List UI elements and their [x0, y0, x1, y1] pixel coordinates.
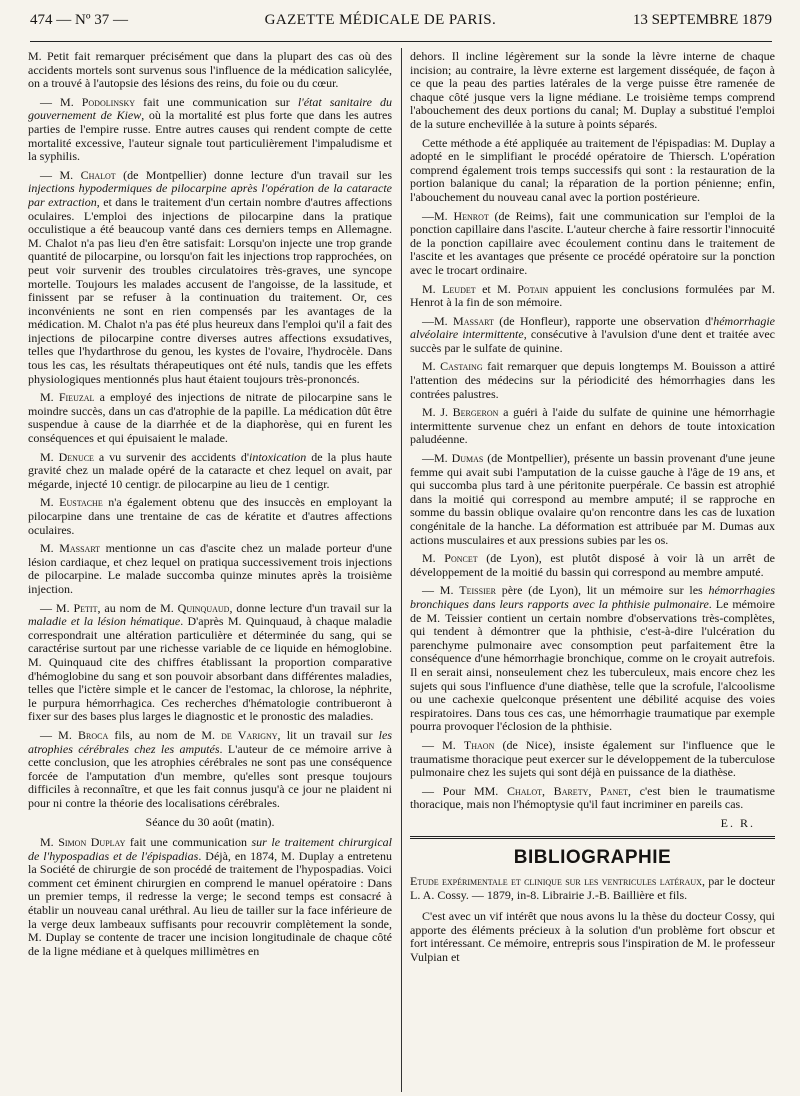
paragraph: M. Leudet et M. Potain appuient les conclusions formulées par M. Henrot à la fin de son mémoire.	[410, 281, 775, 310]
paragraph: — M. Petit, au nom de M. Quinquaud, donne lecture d'un travail sur la maladie et la lésion hématique. D'après M. Quinquaud, à chaque maladie correspondrait une altération particulière et déterminée du sang, qui se caractérise surtout par une richesse variable de ce liquide en hémoglobine. M. Quinquaud cite des chiffres établissant la proportion comparative d'hémoglobine du sang et son pouvoir absorbant dans différentes maladies, telles que l'ictère simple et le cancer de l'estomac, la chlorose, la néphrite, le purpura hémorrhagica. Ces recherches d'hématologie contribueront à fixer sur des bases plus larges le diagnostic et le pronostic des maladies.	[28, 600, 392, 724]
author-name: Chalot, Barety, Panet	[506, 783, 628, 798]
left-column	[28, 50, 392, 1090]
paragraph: — Pour MM. Chalot, Barety, Panet, c'est bien le traumatisme thoracique, mais non l'hémoptysie qu'il faut incriminer en pareils cas.	[410, 783, 775, 812]
paragraph: Cette méthode a été appliquée au traitement de l'épispadias: M. Duplay a adopté en le simplifiant le procédé opératoire de Thiersch. L'opération comprend également trois temps successifs qui sont : la restauration de la portion balanique du canal; la réparation de la portion pénienne; enfin, l'abouchement du nouveau canal avec la portion postérieure.	[410, 135, 775, 204]
author-name: Leudet	[442, 281, 476, 296]
author-name: Fieuzal	[58, 390, 95, 405]
article-title: maladie et la lésion hématique	[28, 614, 181, 629]
article-title: hémorrhagie alvéolaire intermittente	[410, 313, 775, 342]
session-heading: Séance du 30 août (matin).	[145, 815, 275, 830]
author-name: Denuce	[58, 449, 94, 464]
right-column	[410, 50, 775, 1090]
article-title: injections hypodermiques de pilocarpine après l'opération de la cataracte par extraction	[28, 181, 392, 209]
author-name: Broca	[77, 727, 109, 742]
author-name: Poncet	[444, 551, 478, 566]
paragraph: C'est avec un vif intérêt que nous avons lu la thèse du docteur Cossy, qui apporte des éléments précieux à la solution d'un problème fort obscur et fort intéressant. Ce mémoire, entrepris sous l'inspiration de M. le professeur Vulpian et	[410, 909, 775, 965]
author-name: Podolinsky	[81, 94, 136, 109]
author-name: Dumas	[451, 451, 484, 466]
paragraph: M. Massart mentionne un cas d'ascite chez un malade porteur d'une lésion cardiaque, et chez lequel on pratiqua successivement trois injections de pilocarpine. Le malade succomba quinze minutes après la troisième injection.	[28, 541, 392, 596]
paragraph: M. Denuce a vu survenir des accidents d'intoxication de la plus haute gravité chez un malade opéré de la cataracte et chez lequel on avait, par mégarde, injecté 10 centigr. de pilocarpine au lieu de 1 centigr.	[28, 449, 392, 491]
paragraph: — M. Broca fils, au nom de M. de Varigny, lit un travail sur les atrophies cérébrales chez les amputés. L'auteur de ce mémoire arrive à cette conclusion, que les atrophies cérébrales ne sont pas une conséquence forcée de l'amputation d'un membre, qu'elles sont presque toujours difficiles à reconnaître, et que les fait connus jusqu'à ce jour ne plaident ni pour ni contre la théorie des localisations cérébrales.	[28, 727, 392, 810]
author-name: Thaon	[463, 737, 495, 752]
paragraph: M. Simon Duplay fait une communication sur le traitement chirurgical de l'hypospadias et de l'épispadias. Déjà, en 1874, M. Duplay a entretenu la Société de chirurgie de son procédé de traitement de l'hypospadias. Voici comment cet éminent chirurgien en comprend le manuel opératoire : Dans un premier temps, il redresse la verge; le second temps est consacré à établir un nouveau canal uréthral. Au lieu de tailler sur la face inférieure de la verge deux lambeaux suffisants pour recouvrir complètement la sonde, M. Duplay se contente de tracer une incision longitudinale de chaque côté de la ligne médiane et à quelques millimètres en	[28, 835, 392, 958]
paragraph: —M. Massart (de Honfleur), rapporte une observation d'hémorrhagie alvéolaire intermittente, consécutive à l'avulsion d'une dent et traitée avec succès par le sulfate de quinine.	[410, 313, 775, 355]
author-name: Bergeron	[452, 405, 499, 420]
section-heading: BIBLIOGRAPHIE	[513, 847, 672, 869]
paragraph: dehors. Il incline légèrement sur la sonde la lèvre interne de chaque incision; au contraire, la lèvre externe est largement disséquée, de façon à ce que la peau des parties latérales de la verge puisse être ramenée de chaque côté jusque vers la ligne médiane. Le troisième temps comprend l'abouchement des deux portions du canal; M. Duplay a substitué l'emploi de la suture enchevillée à la suture à points séparés.	[410, 50, 775, 131]
article-title: l'état sanitaire du gouvernement de Kiew	[28, 94, 392, 123]
column-divider	[401, 48, 402, 1092]
paragraph: M. Fieuzal a employé des injections de nitrate de pilocarpine sans le moindre succès, dans un cas d'atrophie de la papille. La médication dût être suspendue à cause de la diarrhée et de la diaphorèse, qui en furent les conséquences et qui épuisaient le malade.	[28, 390, 392, 446]
author-name: Teissier	[459, 583, 496, 598]
article-title: sur le traitement chirurgical de l'hypospadias et de l'épispadias	[28, 835, 392, 863]
paragraph: M. Castaing fait remarquer que depuis longtemps M. Bouisson a attiré l'attention des médecins sur la périodicité des hémorrhagies dans les contrées palustres.	[410, 359, 775, 401]
article-title: les atrophies cérébrales chez les amputés	[28, 727, 392, 756]
journal-title: GAZETTE MÉDICALE DE PARIS.	[264, 12, 497, 28]
author-name: Castaing	[440, 359, 483, 374]
paragraph: —M. Dumas (de Montpellier), présente un bassin provenant d'une jeune femme qui avait subi l'amputation de la cuisse gauche à l'âge de 19 ans, et qui succomba plus tard à une péritonite puerpérale. Ce bassin est atrophié dans la moitié qui correspond au membre amputé; il se rapproche en somme du bassin oblique ovalaire qu'on rencontre dans les cas de luxation congénitale de la hanche. La déformation est attribuée par M. Dumas aux actions musculaires et aux pressions subies par les os.	[410, 451, 775, 547]
paragraph: —M. Henrot (de Reims), fait une communication sur l'emploi de la ponction capillaire dans l'ascite. L'auteur cherche à faire ressortir l'innocuité de la ponction capillaire avec écoulement continu dans le traitement de l'ascite et les avantages que présente ce procédé opératoire sur la ponction avec le trocart ordinaire.	[410, 208, 775, 277]
section-rule	[410, 836, 775, 839]
paragraph: M. Eustache n'a également obtenu que des insuccès en employant la pilocarpine dans une trentaine de cas de kératite et d'autres affections oculaires.	[28, 495, 392, 537]
paragraph: — M. Chalot (de Montpellier) donne lecture d'un travail sur les injections hypodermiques de pilocarpine après l'opération de la cataracte par extraction, et dans le traitement d'un certain nombre d'autres affections oculaires. L'emploi des injections de pilocarpine dans la pratique occulistique a été beaucoup vanté dans ces derniers temps en Allemagne. M. Chalot n'a pas lieu d'en être satisfait: Lorsqu'on injecte une trop grande quantité de pilocarpine, ou lorsqu'on fait les injections trop rapprochées, on peut voir survenir des troubles circulatoires très-graves, une syncope mortelle. Toujours les malades accusent de l'angoisse, de la lassitude, et finissent par se refuser à la continuation du traitement. Or, ces inconvénients ne sont en rien compensés par les avantages de la médication. M. Chalot n'a pas été plus heureux dans l'emploi qu'il a fait des injections de pilocarpine contre diverses autres affections exsudatives, telles que l'hydarthrose du genou, les kystes de l'ovaire, l'hydrocèle. Dans tous les cas, les résultats thérapeutiques ont été nuls, tandis que les effets physiologiques mentionnés plus haut étaient toujours très-prononcés.	[28, 167, 392, 386]
author-name: Eustache	[59, 495, 103, 510]
author-signature: E. R.	[720, 815, 755, 830]
bibliography-entry: Etude expérimentale et clinique sur les ventricules latéraux, par le docteur L. A. Cossy. — 1879, in-8. Librairie J.-B. Baillière et fils.	[410, 874, 775, 902]
author-name: Massart	[453, 313, 494, 328]
paragraph: M. Petit fait remarquer précisément que dans la plupart des cas où des accidents mortels sont survenus sous l'influence de la médication salicylée, on a trouvé à l'autopsie des lésions des reins, du foie ou du cœur.	[28, 50, 392, 91]
author-name: Petit	[73, 600, 98, 615]
page-header	[30, 12, 772, 42]
paragraph: M. Poncet (de Lyon), est plutôt disposé à voir là un arrêt de développement de la moitié du bassin qui correspond au membre amputé.	[410, 551, 775, 579]
paragraph: — M. Teissier père (de Lyon), lit un mémoire sur les hémorrhagies bronchiques dans leurs rapports avec la phthisie pulmonaire. Le mémoire de M. Teissier contient un certain nombre d'observations très-complètes, qui tendent à démontrer que la phthisie, c'est-à-dire l'ulcération du parenchyme pulmonaire avec consomption peut parfaitement être la conséquence d'une hémorrhagie bronchique, comme on le croyait autrefois. Il en serait ainsi, nonseulement chez les tuberculeux, mais encore chez les sujets qui sous l'influence d'une diathèse, telle que la scrofule, l'alcoolisme ou une cachexie quelconque présentent une débilité acquise des voies respiratoires. Dans tous ces cas, une hémorrhagie traumatique par exemple pourra provoquer l'éclosion de la phthisie.	[410, 583, 775, 734]
paragraph: — M. Podolinsky fait une communication sur l'état sanitaire du gouvernement de Kiew, où la mortalité est plus forte que dans les autres parties de l'empire russe. Entre autres causes qui rendent compte de cette mortalité excessive, l'auteur signale tout particulièrement l'impaludisme et la syphilis.	[28, 94, 392, 164]
page-number: 474 — Nº 37 —	[30, 12, 128, 28]
article-title: hémorrhagies bronchiques dans leurs rapports avec la phthisie pulmonaire	[410, 583, 775, 611]
author-name: Massart	[59, 541, 101, 556]
author-name: Henrot	[453, 208, 489, 223]
issue-date: 13 SEPTEMBRE 1879	[632, 12, 772, 28]
paragraph: M. J. Bergeron a guéri à l'aide du sulfate de quinine une hémorrhagie intermittente survenue chez un enfant en dehors de toute intoxication paludéenne.	[410, 405, 775, 447]
author-name: Chalot	[80, 167, 116, 182]
author-name: Simon Duplay	[58, 835, 126, 850]
paragraph: — M. Thaon (de Nice), insiste également sur l'influence que le traumatisme thoracique peut exercer sur le développement de la tuberculose pulmonaire chez les sujets qui sont déjà en puissance de la diathèse.	[410, 737, 775, 780]
